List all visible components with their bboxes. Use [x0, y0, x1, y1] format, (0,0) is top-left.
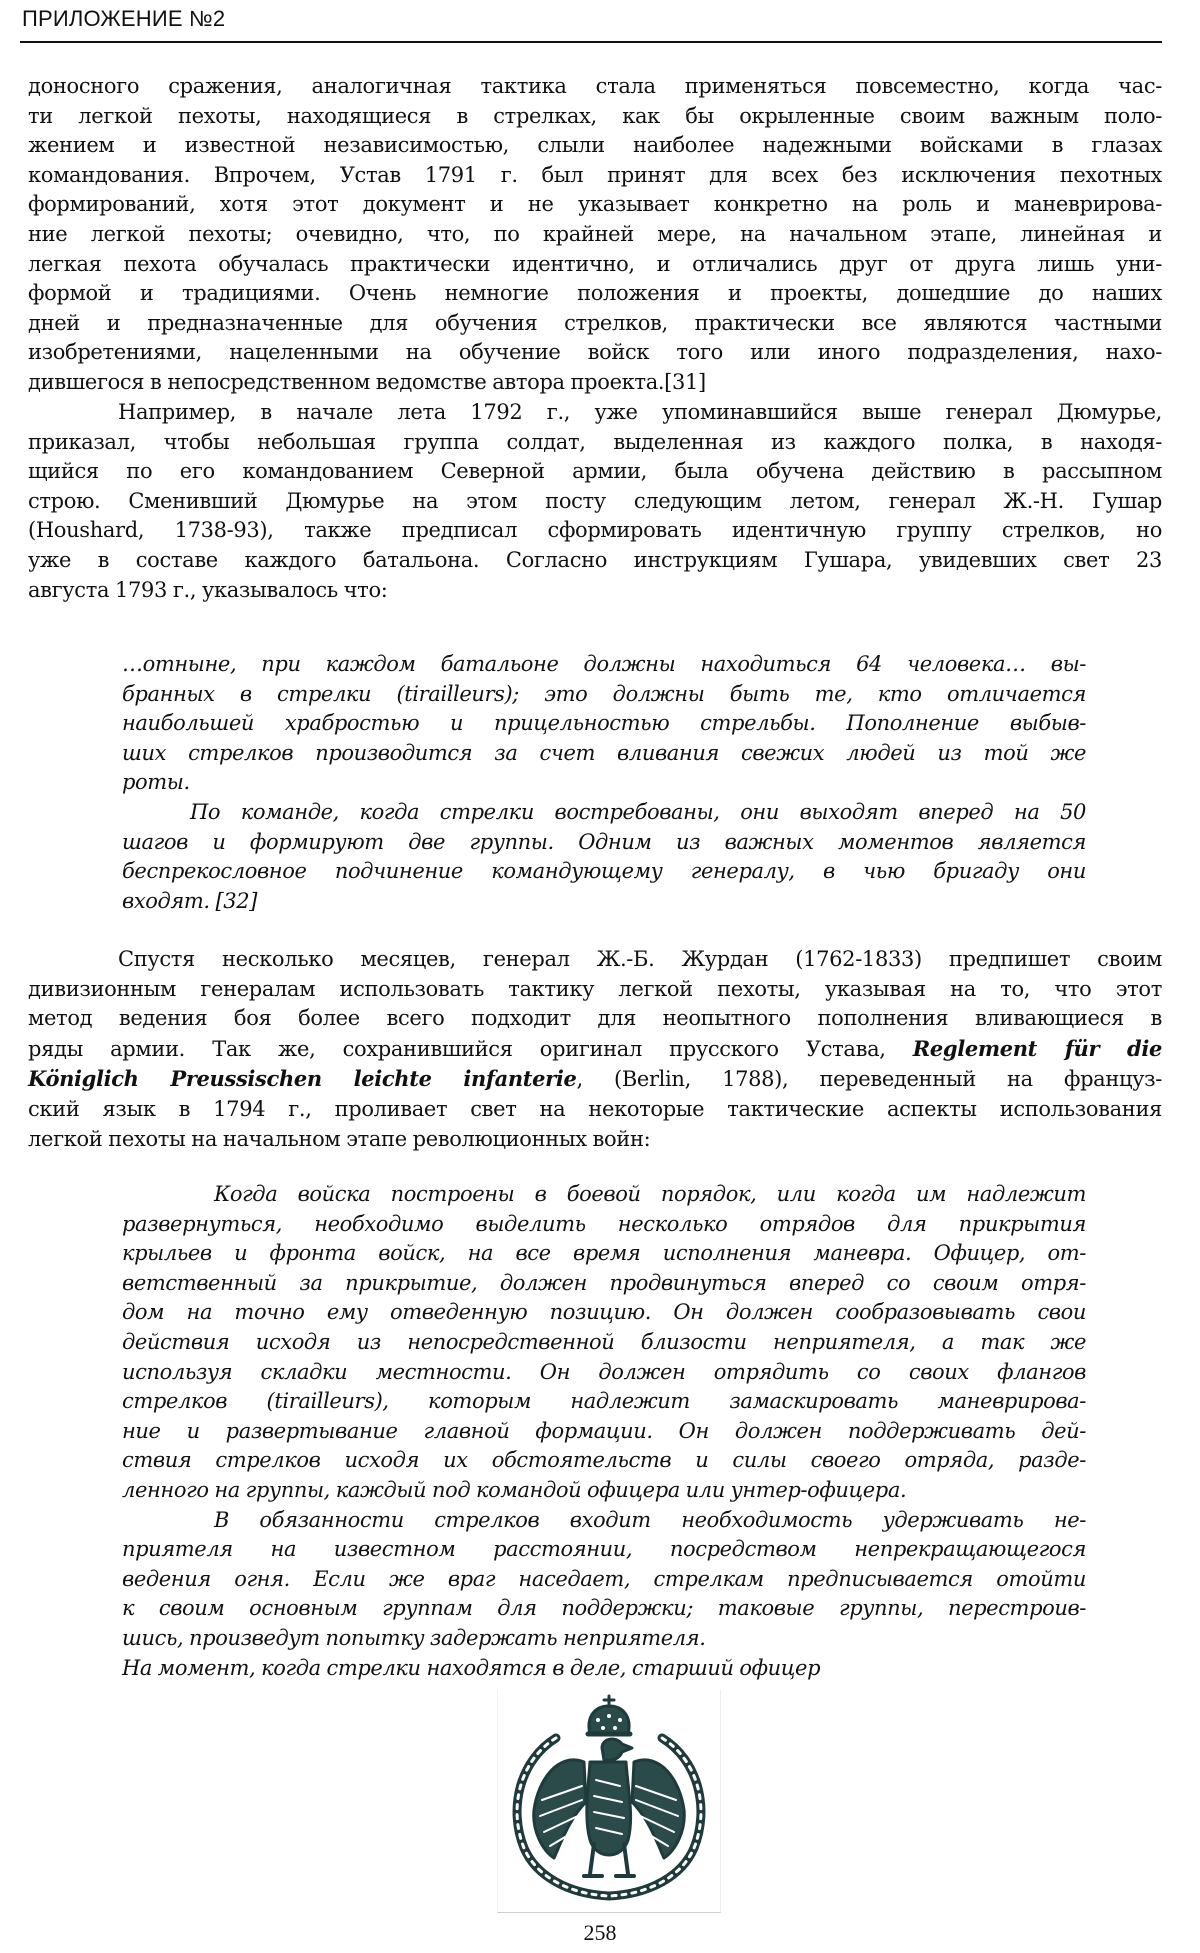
- text-line: легкой пехоты на начальном этапе революционных войн:: [28, 1126, 651, 1151]
- text-line: формой и традициями. Очень немногие положения и проекты, дошедшие до наших: [28, 281, 1162, 306]
- paragraph-3: [28, 945, 1162, 1154]
- quote-line: беспрекословное подчинение командующему генералу, в чью бригаду они: [122, 859, 1086, 884]
- quote-line: ветственный за прикрытие, должен продвинуться вперед со своим отря-: [122, 1270, 1086, 1295]
- quote-line: наибольшей храбростью и прицельностью стрельбы. Пополнение выбыв-: [122, 711, 1086, 736]
- text-line: приказал, чтобы небольшая группа солдат, выделенная из каждого полка, в находя-: [28, 429, 1162, 454]
- quote-line: Когда войска построены в боевой порядок, или когда им надлежит: [214, 1182, 1086, 1206]
- quote-line: ших стрелков производится за счет вливания свежих людей из той же: [122, 740, 1086, 765]
- quote-line: к своим основным группам для поддержки; таковые группы, перестроив-: [122, 1596, 1086, 1621]
- text-line: дивизионным генералам использовать тактику легкой пехоты, указывая на то, что этот: [28, 976, 1162, 1001]
- text-line: доносного сражения, аналогичная тактика стала применяться повсеместно, когда час-: [28, 74, 1162, 98]
- quote-line: …отныне, при каждом батальоне должны находиться 64 человека… вы-: [122, 652, 1086, 676]
- quote-line: стрелков (tirailleurs), которым надлежит замаскировать маневрирова-: [122, 1389, 1086, 1414]
- text-line: августа 1793 г., указывалось что:: [28, 577, 388, 602]
- quote-line: дом на точно ему отведенную позицию. Он должен сообразовывать свои: [122, 1300, 1086, 1325]
- block-quote-1: [122, 650, 1086, 916]
- text-line: формирований, хотя этот документ и не указывает конкретно на роль и маневрирова-: [28, 192, 1162, 217]
- quote-line: крыльев и фронта войск, на все время исполнения маневра. Офицер, от-: [122, 1241, 1086, 1266]
- text-line: легкая пехота обучалась практически идентично, и отличались друг от друга лишь уни-: [28, 251, 1162, 276]
- quote-line: бранных в стрелки (tirailleurs); это должны быть те, кто отличается: [122, 681, 1086, 706]
- quote-line: роты.: [122, 770, 190, 795]
- quote-line: шись, произведут попытку задержать неприятеля.: [122, 1625, 706, 1650]
- paragraph-2: [28, 398, 1162, 605]
- quote-line: шагов и формируют две группы. Одним из важных моментов является: [122, 829, 1086, 854]
- text-run: ряды армии. Так же, сохранившийся оригинал прусского Устава,: [28, 1036, 913, 1061]
- header-rule: [20, 41, 1162, 43]
- text-line: (Houshard, 1738-93), также предписал сформировать идентичную группу стрелков, но: [28, 518, 1162, 543]
- text-run: , (Berlin, 1788), переведенный на француз-: [576, 1067, 1162, 1092]
- text-line: метод ведения боя более всего подходит для неопытного пополнения вливающиеся в: [28, 1006, 1162, 1031]
- text-line: щийся по его командованием Северной армии, была обучена действию в рассыпном: [28, 459, 1162, 484]
- text-line: строю. Сменивший Дюмурье на этом посту следующим летом, генерал Ж.-Н. Гушар: [28, 488, 1162, 513]
- eagle-emblem-figure: [497, 1690, 721, 1913]
- text-line: Например, в начале лета 1792 г., уже упоминавшийся выше генерал Дюмурье,: [118, 400, 1162, 424]
- book-title: Königlich Preussischen leichte infanterie: [28, 1066, 577, 1092]
- text-line: уже в составе каждого батальона. Согласно инструкциям Гушара, увидевших свет 23: [28, 547, 1162, 572]
- quote-line: используя складки местности. Он должен отрядить со своих флангов: [122, 1359, 1086, 1384]
- quote-line: ние и развертывание главной формации. Он должен поддерживать дей-: [122, 1418, 1086, 1443]
- running-head: ПРИЛОЖЕНИЕ №2: [22, 6, 226, 31]
- text-line: [28, 1064, 1162, 1095]
- text-line: дней и предназначенные для обучения стрелков, практически все являются частными: [28, 310, 1162, 335]
- quote-line: По команде, когда стрелки востребованы, они выходят вперед на 50: [190, 799, 1086, 824]
- text-line: жением и известной независимостью, слыли наиболее надежными войсками в глазах: [28, 133, 1162, 158]
- quote-line: приятеля на известном расстоянии, посредством непрекращающегося: [122, 1537, 1086, 1562]
- quote-line: входят. [32]: [122, 888, 257, 913]
- quote-line: ствия стрелков исходя их обстоятельств и силы своего отряда, разде-: [122, 1448, 1086, 1473]
- text-line: [28, 1034, 1162, 1065]
- quote-line: В обязанности стрелков входит необходимость удерживать не-: [214, 1507, 1086, 1532]
- text-line: изобретениями, нацеленными на обучение войск того или иного подразделения, нахо-: [28, 340, 1162, 365]
- text-line: Спустя несколько месяцев, генерал Ж.-Б. Журдан (1762-1833) предпишет своим: [118, 947, 1162, 971]
- quote-line: ведения огня. Если же враг наседает, стрелкам предписывается отойти: [122, 1566, 1086, 1591]
- quote-line: На момент, когда стрелки находятся в деле, старший офицер: [122, 1655, 821, 1680]
- paragraph-1: [28, 72, 1162, 398]
- quote-line: развернуться, необходимо выделить несколько отрядов для прикрытия: [122, 1211, 1086, 1236]
- text-line: ние легкой пехоты; очевидно, что, по крайней мере, на начальном этапе, линейная и: [28, 221, 1162, 246]
- page-number: 258: [583, 1920, 617, 1945]
- quote-line: ленного на группы, каждый под командой офицера или унтер-офицера.: [122, 1477, 907, 1502]
- quote-line: действия исходя из непосредственной близости неприятеля, а так же: [122, 1329, 1086, 1354]
- text-line: ский язык в 1794 г., проливает свет на некоторые тактические аспекты использования: [28, 1096, 1162, 1121]
- text-line: командования. Впрочем, Устав 1791 г. был принят для всех без исключения пехотных: [28, 162, 1162, 187]
- crowned-eagle-wreath-icon: [498, 1690, 720, 1912]
- text-line: дившегося в непосредственном ведомстве автора проекта.[31]: [28, 369, 706, 394]
- text-line: ти легкой пехоты, находящиеся в стрелках, как бы окрыленные своим важным поло-: [28, 103, 1162, 128]
- book-title: Reglement für die: [912, 1035, 1162, 1061]
- block-quote-2: [122, 1180, 1086, 1683]
